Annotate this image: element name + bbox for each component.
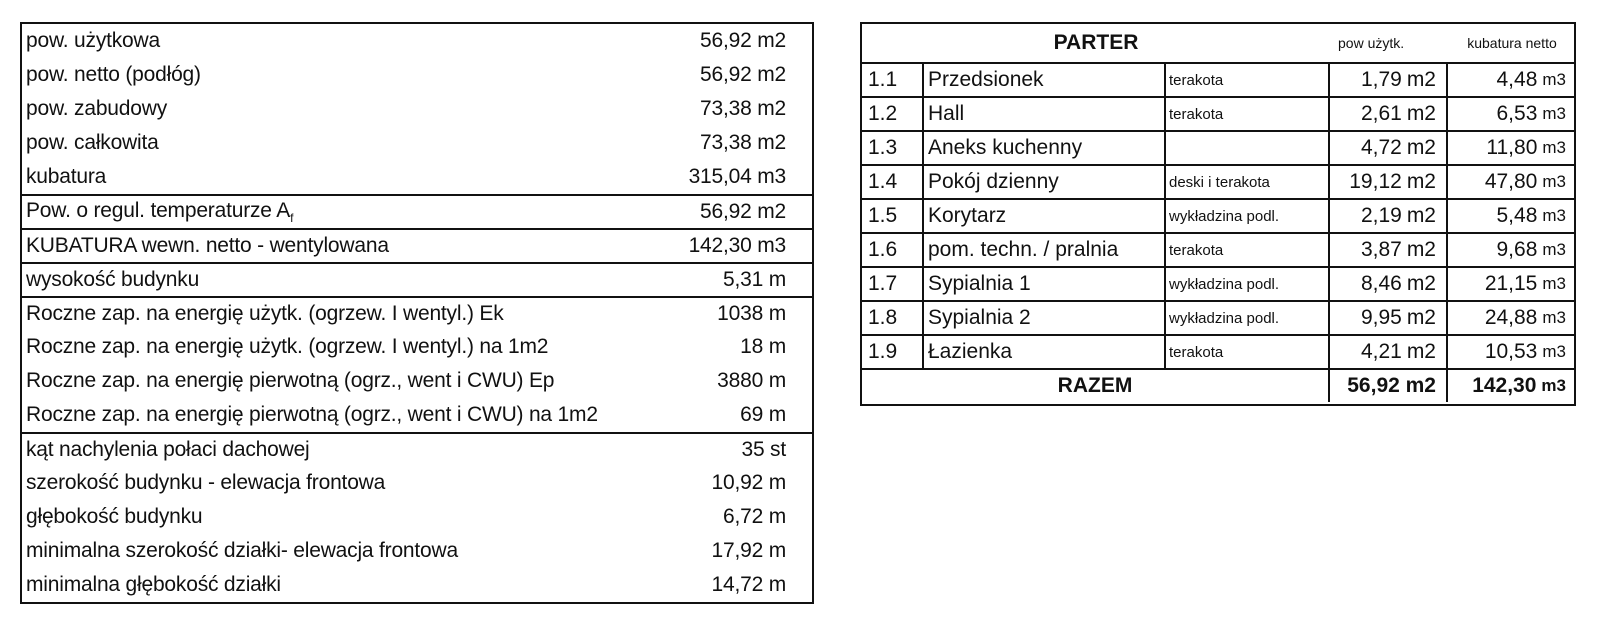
room-volume-value: 6,53 xyxy=(1496,102,1538,125)
room-volume-unit: m3 xyxy=(1542,70,1566,89)
summary-row xyxy=(22,364,812,398)
room-area-value: 1,79 xyxy=(1360,68,1402,91)
room-volume-unit: m3 xyxy=(1542,206,1566,225)
summary-row xyxy=(22,58,812,92)
room-area xyxy=(1330,96,1448,130)
summary-value: 56,92 m2 xyxy=(700,63,786,86)
summary-value: 18 m xyxy=(740,335,786,358)
summary-row xyxy=(22,126,812,160)
summary-row xyxy=(22,160,812,194)
summary-label: KUBATURA wewn. netto - wentylowana xyxy=(26,234,389,257)
summary-label: szerokość budynku - elewacja frontowa xyxy=(26,471,386,494)
summary-label: kąt nachylenia połaci dachowej xyxy=(26,438,310,461)
summary-row xyxy=(22,432,812,466)
room-volume xyxy=(1448,96,1576,130)
summary-row xyxy=(22,92,812,126)
room-area-unit: m2 xyxy=(1406,204,1436,227)
room-area xyxy=(1330,232,1448,266)
room-volume-value: 9,68 xyxy=(1496,238,1538,261)
room-floor: terakota xyxy=(1166,96,1330,130)
summary-row xyxy=(22,228,812,262)
summary-value: 73,38 m2 xyxy=(700,97,786,120)
summary-label: minimalna głębokość działki xyxy=(26,573,281,596)
room-floor: terakota xyxy=(1166,232,1330,266)
room-number: 1.1 xyxy=(862,62,924,96)
room-volume-unit: m3 xyxy=(1542,308,1566,327)
room-area xyxy=(1330,130,1448,164)
total-volume xyxy=(1448,368,1576,402)
summary-value: 73,38 m2 xyxy=(700,131,786,154)
room-area-unit: m2 xyxy=(1406,340,1436,363)
summary-label: pow. użytkowa xyxy=(26,29,160,52)
room-area-value: 4,72 xyxy=(1360,136,1402,159)
room-floor: wykładzina podl. xyxy=(1166,198,1330,232)
summary-row xyxy=(22,466,812,500)
room-number: 1.2 xyxy=(862,96,924,130)
summary-row xyxy=(22,296,812,330)
room-number: 1.9 xyxy=(862,334,924,368)
summary-value: 56,92 m2 xyxy=(700,200,786,223)
room-area xyxy=(1330,334,1448,368)
summary-row xyxy=(22,330,812,364)
summary-value: 142,30 m3 xyxy=(688,234,786,257)
total-area: 56,92 m2 xyxy=(1330,368,1448,402)
summary-label xyxy=(22,199,596,225)
room-name: Korytarz xyxy=(924,198,1166,232)
rooms-table xyxy=(860,22,1576,406)
room-number: 1.8 xyxy=(862,300,924,334)
room-area xyxy=(1330,198,1448,232)
summary-value: 17,92 m xyxy=(711,539,786,562)
summary-label: pow. netto (podłóg) xyxy=(26,63,201,86)
room-volume xyxy=(1448,130,1576,164)
room-name: Łazienka xyxy=(924,334,1166,368)
room-volume-value: 10,53 xyxy=(1484,340,1538,363)
room-name: Sypialnia 2 xyxy=(924,300,1166,334)
room-number: 1.6 xyxy=(862,232,924,266)
room-floor: terakota xyxy=(1166,62,1330,96)
summary-label-subscript: f xyxy=(290,211,294,226)
room-volume-value: 11,80 xyxy=(1486,136,1538,159)
total-volume-value: 142,30 xyxy=(1472,374,1537,397)
summary-value: 56,92 m2 xyxy=(700,29,786,52)
summary-value: 1038 m xyxy=(717,302,786,325)
room-area-unit: m2 xyxy=(1406,68,1436,91)
room-area-value: 9,95 xyxy=(1360,306,1402,329)
summary-label: pow. całkowita xyxy=(26,131,159,154)
summary-label-text: Pow. o regul. temperaturze A xyxy=(26,198,291,222)
room-floor: wykładzina podl. xyxy=(1166,266,1330,300)
summary-label: kubatura xyxy=(26,165,107,188)
room-volume-value: 5,48 xyxy=(1496,204,1538,227)
room-name: Aneks kuchenny xyxy=(924,130,1166,164)
summary-label: Roczne zap. na energię pierwotną (ogrz., went i CWU) Ep xyxy=(26,369,555,392)
room-volume-value: 24,88 xyxy=(1484,306,1538,329)
room-name: Pokój dzienny xyxy=(924,164,1166,198)
room-volume-value: 4,48 xyxy=(1496,68,1538,91)
room-area xyxy=(1330,266,1448,300)
summary-label: głębokość budynku xyxy=(26,505,203,528)
room-volume xyxy=(1448,62,1576,96)
room-floor: terakota xyxy=(1166,334,1330,368)
room-volume-unit: m3 xyxy=(1542,138,1566,157)
room-area-value: 2,19 xyxy=(1360,204,1402,227)
summary-row xyxy=(22,398,812,432)
room-volume-unit: m3 xyxy=(1542,240,1566,259)
summary-row xyxy=(22,500,812,534)
room-area-unit: m2 xyxy=(1406,136,1436,159)
summary-value: 14,72 m xyxy=(711,573,786,596)
room-area xyxy=(1330,62,1448,96)
summary-table xyxy=(20,22,814,604)
room-area-unit: m2 xyxy=(1406,238,1436,261)
col-header-area: pow użytk. xyxy=(1338,35,1405,51)
room-area xyxy=(1330,164,1448,198)
room-area-value: 2,61 xyxy=(1360,102,1402,125)
summary-row xyxy=(22,194,812,228)
room-floor xyxy=(1166,130,1330,164)
rooms-title: PARTER xyxy=(1053,31,1139,54)
room-area-unit: m2 xyxy=(1406,170,1436,193)
room-area-unit: m2 xyxy=(1406,306,1436,329)
rooms-grid xyxy=(862,24,1576,404)
summary-label: pow. zabudowy xyxy=(26,97,167,120)
room-volume xyxy=(1448,266,1576,300)
summary-label: Roczne zap. na energię użytk. (ogrzew. I wentyl.) Ek xyxy=(26,302,504,325)
room-floor: wykładzina podl. xyxy=(1166,300,1330,334)
room-area-unit: m2 xyxy=(1406,272,1436,295)
room-area-value: 8,46 xyxy=(1360,272,1402,295)
summary-value: 5,31 m xyxy=(723,268,786,291)
summary-label: wysokość budynku xyxy=(26,268,200,291)
total-volume-unit: m3 xyxy=(1541,376,1566,395)
summary-label: Roczne zap. na energię pierwotną (ogrz., went i CWU) na 1m2 xyxy=(26,403,598,426)
room-volume xyxy=(1448,164,1576,198)
room-name: Hall xyxy=(924,96,1166,130)
summary-value: 3880 m xyxy=(717,369,786,392)
room-area-value: 19,12 xyxy=(1349,170,1402,193)
room-volume-unit: m3 xyxy=(1542,172,1566,191)
room-area xyxy=(1330,300,1448,334)
room-area-value: 4,21 xyxy=(1360,340,1402,363)
summary-label: minimalna szerokość działki- elewacja frontowa xyxy=(26,539,458,562)
room-volume-value: 47,80 xyxy=(1484,170,1538,193)
summary-value: 10,92 m xyxy=(711,471,786,494)
room-volume xyxy=(1448,334,1576,368)
room-floor: deski i terakota xyxy=(1166,164,1330,198)
summary-row xyxy=(22,262,812,296)
room-volume-unit: m3 xyxy=(1542,274,1566,293)
room-volume-unit: m3 xyxy=(1542,342,1566,361)
room-volume-unit: m3 xyxy=(1542,104,1566,123)
room-number: 1.7 xyxy=(862,266,924,300)
room-name: Przedsionek xyxy=(924,62,1166,96)
col-header-volume: kubatura netto xyxy=(1467,35,1557,51)
room-volume-value: 21,15 xyxy=(1484,272,1538,295)
room-name: pom. techn. / pralnia xyxy=(924,232,1166,266)
summary-row xyxy=(22,24,812,58)
room-volume xyxy=(1448,232,1576,266)
room-volume xyxy=(1448,198,1576,232)
room-volume xyxy=(1448,300,1576,334)
summary-row xyxy=(22,568,812,602)
summary-value: 6,72 m xyxy=(723,505,786,528)
summary-value: 69 m xyxy=(740,403,786,426)
room-name: Sypialnia 1 xyxy=(924,266,1166,300)
room-area-value: 3,87 xyxy=(1360,238,1402,261)
summary-value: 35 st xyxy=(741,438,786,461)
total-label: RAZEM xyxy=(862,368,1330,402)
room-area-unit: m2 xyxy=(1406,102,1436,125)
room-number: 1.3 xyxy=(862,130,924,164)
room-number: 1.4 xyxy=(862,164,924,198)
summary-label: Roczne zap. na energię użytk. (ogrzew. I wentyl.) na 1m2 xyxy=(26,335,549,358)
summary-row xyxy=(22,534,812,568)
summary-value: 315,04 m3 xyxy=(688,165,786,188)
room-number: 1.5 xyxy=(862,198,924,232)
